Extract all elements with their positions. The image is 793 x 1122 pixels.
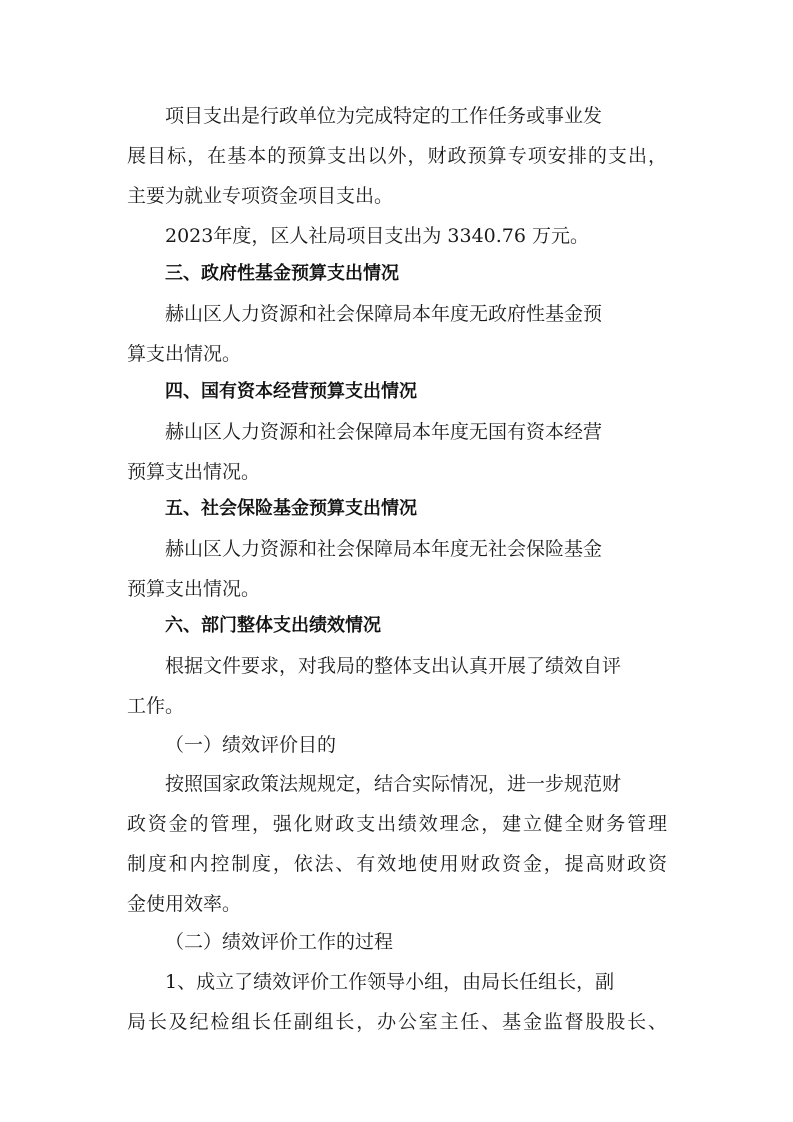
paragraph-line: 算支出情况。 xyxy=(127,343,242,365)
section-heading: 四、国有资本经营预算支出情况 xyxy=(165,381,417,402)
paragraph-line: 预算支出情况。 xyxy=(127,578,261,600)
paragraph-line: 展目标，在基本的预算支出以外，财政预算专项安排的支出， xyxy=(127,145,667,167)
paragraph-line: 制度和内控制度，依法、有效地使用财政资金，提高财政资 xyxy=(127,853,667,875)
paragraph-line: 政资金的管理，强化财政支出绩效理念，建立健全财务管理 xyxy=(127,813,667,835)
section-heading: 五、社会保险基金预算支出情况 xyxy=(165,498,417,519)
paragraph-line: 局长及纪检组长任副组长，办公室主任、基金监督股股长、 xyxy=(127,1011,667,1033)
section-heading: 三、政府性基金预算支出情况 xyxy=(165,263,399,284)
paragraph-line: 赫山区人力资源和社会保障局本年度无国有资本经营 xyxy=(165,421,603,443)
paragraph-line: 预算支出情况。 xyxy=(127,461,261,483)
paragraph-line: 1、成立了绩效评价工作领导小组，由局长任组长，副 xyxy=(165,971,615,993)
subsection-heading: （一）绩效评价目的 xyxy=(165,734,337,756)
paragraph-line: 赫山区人力资源和社会保障局本年度无政府性基金预 xyxy=(165,303,603,325)
section-heading: 六、部门整体支出绩效情况 xyxy=(165,615,381,636)
paragraph-line: 根据文件要求，对我局的整体支出认真开展了绩效自评 xyxy=(165,655,622,677)
paragraph-line: 项目支出是行政单位为完成特定的工作任务或事业发 xyxy=(165,105,603,127)
paragraph-line: 按照国家政策法规规定，结合实际情况，进一步规范财 xyxy=(165,773,622,795)
subsection-heading: （二）绩效评价工作的过程 xyxy=(165,931,394,953)
paragraph-line: 工作。 xyxy=(127,695,185,717)
paragraph-line: 赫山区人力资源和社会保障局本年度无社会保险基金 xyxy=(165,538,603,560)
paragraph-line: 2023年度，区人社局项目支出为 3340.76 万元。 xyxy=(165,225,590,247)
paragraph-line: 金使用效率。 xyxy=(127,893,242,915)
paragraph-line: 主要为就业专项资金项目支出。 xyxy=(127,185,394,207)
